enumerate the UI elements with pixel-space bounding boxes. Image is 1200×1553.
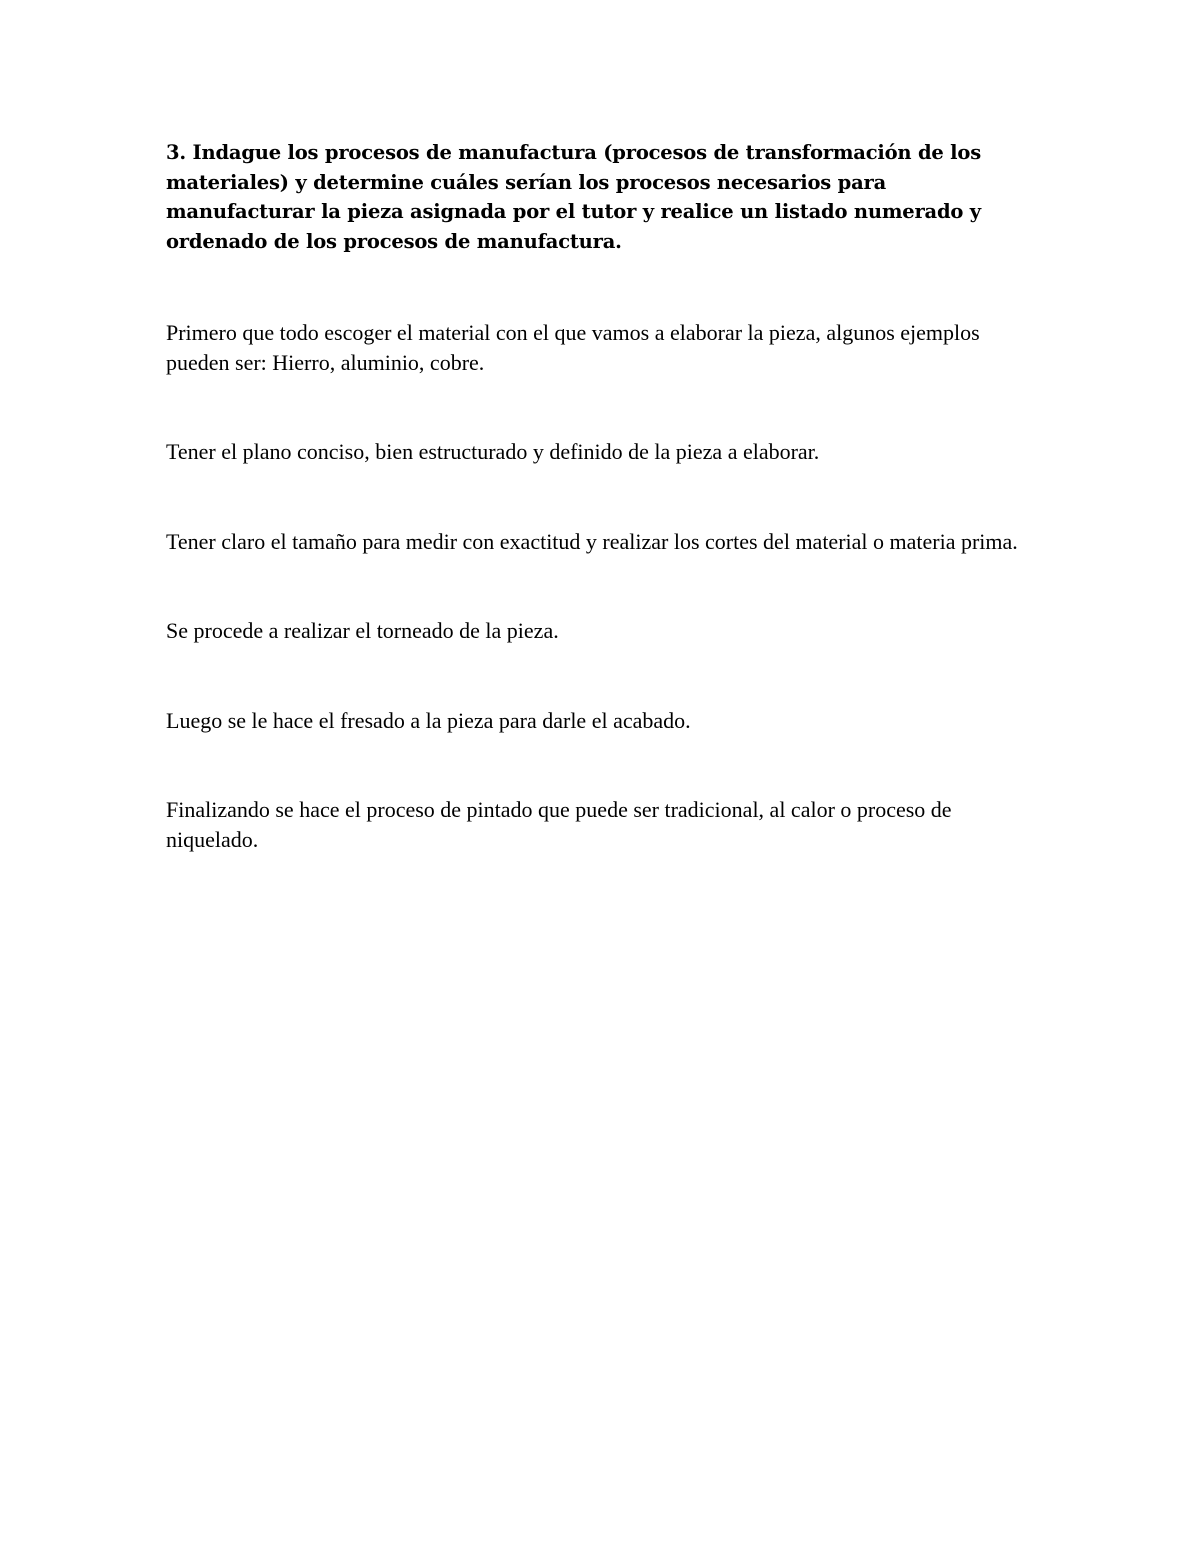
paragraph-plano: Tener el plano conciso, bien estructurado y definido de la pieza a elaborar.: [166, 439, 820, 464]
paragraph-fresado: Luego se le hace el fresado a la pieza para darle el acabado.: [166, 707, 691, 733]
paragraph-tamano: Tener claro el tamaño para medir con exactitud y realizar los cortes del material o materia prima.: [166, 528, 1018, 554]
paragraph-material: Primero que todo escoger el material con el que vamos a elaborar la pieza, algunos ejemplos pueden ser: Hierro, aluminio, cobre.: [166, 320, 980, 375]
paragraph-pintado: Finalizando se hace el proceso de pintado que puede ser tradicional, al calor o proceso de niquelado.: [166, 797, 952, 852]
question-heading: 3. Indague los procesos de manufactura (procesos de transformación de los materiales) y determine cuáles serían los procesos necesarios para manufacturar la pieza asignada por el tutor y realice un listado numerado y ordenado de los procesos de manufactura.: [166, 141, 981, 253]
paragraph-torneado: Se procede a realizar el torneado de la pieza.: [166, 618, 559, 643]
document-body: [166, 138, 1036, 914]
